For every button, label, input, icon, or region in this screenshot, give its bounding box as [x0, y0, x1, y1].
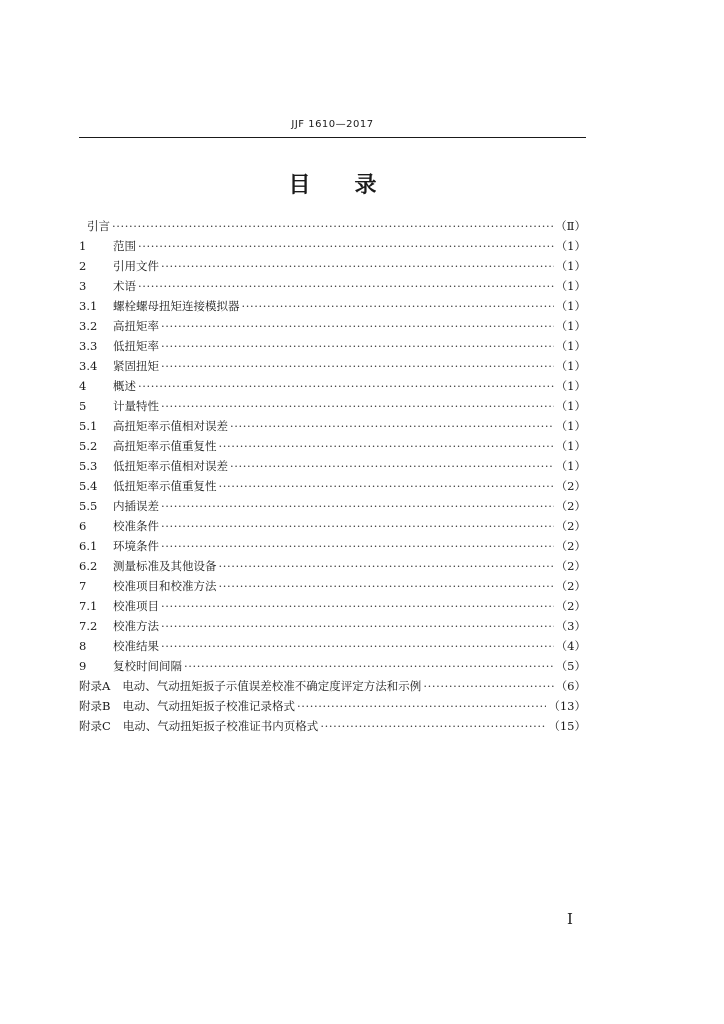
toc-entry-page: （2） [555, 499, 586, 513]
toc-entry-title: 环境条件 [113, 539, 159, 553]
toc-entry-number: 5.5 [79, 499, 98, 513]
toc-entry-page: （1） [555, 439, 586, 453]
toc-entry-page: （1） [555, 459, 586, 473]
toc-entry-number: 7.2 [79, 619, 98, 633]
toc-entry [79, 336, 586, 356]
toc-entry-title: 低扭矩率示值相对误差 [113, 459, 228, 473]
toc-entry [79, 256, 586, 276]
toc-entry-page: （6） [555, 679, 586, 693]
toc-entry-title: 低扭矩率 [113, 339, 159, 353]
toc-leader-dots [161, 496, 554, 516]
toc-entry-number: 3.1 [79, 299, 98, 313]
page-number: Ⅰ [567, 910, 573, 928]
toc-entry-title: 电动、气动扭矩扳子校准证书内页格式 [122, 719, 319, 733]
page-title: 目 录 [288, 173, 377, 198]
toc-entry-number: 5.4 [79, 479, 98, 493]
toc-entry-title: 高扭矩率示值相对误差 [113, 419, 228, 433]
toc-entry-page: （1） [555, 239, 586, 253]
toc-entry [79, 356, 586, 376]
toc-leader-dots [219, 476, 554, 496]
toc-entry [79, 696, 586, 716]
toc-entry-page: （1） [555, 279, 586, 293]
toc-entry-page: （1） [555, 319, 586, 333]
toc-entry-page: （Ⅱ） [555, 219, 586, 233]
toc-entry-title: 引用文件 [113, 259, 159, 273]
toc-leader-dots [112, 216, 553, 236]
toc-entry-number: 3 [79, 279, 87, 293]
toc-entry-number: 3.3 [79, 339, 98, 353]
toc-entry-number: 1 [79, 239, 87, 253]
toc-entry-page: （2） [555, 539, 586, 553]
toc-entry-title: 复校时间间隔 [113, 659, 182, 673]
toc-entry-title: 校准条件 [113, 519, 159, 533]
toc-entry-title: 范围 [113, 239, 136, 253]
toc-entry-page: （1） [555, 399, 586, 413]
toc-entry-title: 螺栓螺母扭矩连接模拟器 [113, 299, 240, 313]
toc-entry-title: 概述 [113, 379, 136, 393]
toc-entry-number: 4 [79, 379, 87, 393]
toc-entry-number: 6.1 [79, 539, 98, 553]
toc-entry [79, 556, 586, 576]
toc-entry [79, 416, 586, 436]
document-code-header: JJF 1610—2017 [291, 119, 374, 130]
toc-entry [79, 456, 586, 476]
toc-entry-title: 内插误差 [113, 499, 159, 513]
toc-leader-dots [161, 536, 554, 556]
toc-entry-page: （4） [555, 639, 586, 653]
toc-leader-dots [161, 516, 554, 536]
toc-entry [79, 676, 586, 696]
toc-entry-number: 3.4 [79, 359, 98, 373]
toc-entry [79, 716, 586, 736]
toc-entry-number: 5.1 [79, 419, 98, 433]
toc-entry [79, 516, 586, 536]
toc-entry-title: 校准结果 [113, 639, 159, 653]
toc-entry-number: 8 [79, 639, 87, 653]
toc-entry-title: 电动、气动扭矩扳子示值误差校准不确定度评定方法和示例 [122, 679, 422, 693]
toc-entry [79, 496, 586, 516]
toc-entry-page: （2） [555, 559, 586, 573]
toc-entry-page: （2） [555, 479, 586, 493]
header-rule [79, 137, 586, 138]
toc-entry-number: 3.2 [79, 319, 98, 333]
toc-entry [79, 476, 586, 496]
toc-leader-dots [297, 696, 546, 716]
toc-entry-title: 校准方法 [113, 619, 159, 633]
toc-leader-dots [219, 576, 554, 596]
toc-leader-dots [184, 656, 554, 676]
toc-entry-number: 附录C [79, 719, 111, 733]
toc-leader-dots [423, 676, 553, 696]
toc-entry-number: 7 [79, 579, 87, 593]
toc-entry-number: 附录B [79, 699, 111, 713]
toc-entry-number: 6.2 [79, 559, 98, 573]
toc-entry-number: 2 [79, 259, 87, 273]
toc-entry-number: 7.1 [79, 599, 98, 613]
toc-entry-page: （1） [555, 299, 586, 313]
toc-leader-dots [320, 716, 546, 736]
toc-entry-title: 引言 [87, 219, 110, 233]
toc-entry-title: 计量特性 [113, 399, 159, 413]
toc-entry-number: 5 [79, 399, 87, 413]
toc-entry-page: （2） [555, 519, 586, 533]
toc-entry-title: 高扭矩率示值重复性 [113, 439, 217, 453]
toc-entry-number: 5.2 [79, 439, 98, 453]
toc-entry-page: （1） [555, 359, 586, 373]
toc-leader-dots [230, 416, 554, 436]
toc-entry-page: （1） [555, 379, 586, 393]
toc-entry [79, 436, 586, 456]
toc-entry-number: 9 [79, 659, 87, 673]
toc-entry [79, 536, 586, 556]
toc-leader-dots [161, 616, 554, 636]
toc-leader-dots [138, 276, 554, 296]
toc-entry-number: 附录A [79, 679, 111, 693]
toc-entry-page: （1） [555, 419, 586, 433]
toc-leader-dots [161, 336, 554, 356]
toc-entry [79, 276, 586, 296]
toc-entry [79, 576, 586, 596]
toc-leader-dots [219, 556, 554, 576]
toc-leader-dots [230, 456, 554, 476]
toc-leader-dots [161, 636, 554, 656]
toc-entry-number: 6 [79, 519, 87, 533]
toc-entry [79, 636, 586, 656]
toc-leader-dots [161, 356, 554, 376]
toc-entry-title: 电动、气动扭矩扳子校准记录格式 [122, 699, 295, 713]
table-of-contents [79, 216, 586, 736]
toc-entry-page: （1） [555, 339, 586, 353]
toc-entry [79, 296, 586, 316]
toc-entry [79, 596, 586, 616]
toc-leader-dots [242, 296, 554, 316]
toc-entry-title: 校准项目和校准方法 [113, 579, 217, 593]
toc-entry-title: 低扭矩率示值重复性 [113, 479, 217, 493]
toc-leader-dots [138, 236, 554, 256]
toc-entry [79, 236, 586, 256]
toc-entry-page: （2） [555, 599, 586, 613]
toc-leader-dots [161, 396, 554, 416]
toc-entry-title: 校准项目 [113, 599, 159, 613]
toc-entry-title: 紧固扭矩 [113, 359, 159, 373]
toc-leader-dots [161, 256, 554, 276]
toc-entry [79, 656, 586, 676]
toc-entry-page: （2） [555, 579, 586, 593]
toc-entry-page: （15） [548, 719, 586, 733]
toc-entry [79, 396, 586, 416]
toc-leader-dots [219, 436, 554, 456]
toc-entry-page: （13） [548, 699, 586, 713]
toc-entry-title: 高扭矩率 [113, 319, 159, 333]
toc-entry-page: （1） [555, 259, 586, 273]
toc-entry [79, 316, 586, 336]
toc-entry [79, 376, 586, 396]
toc-leader-dots [138, 376, 554, 396]
toc-entry [79, 616, 586, 636]
toc-leader-dots [161, 596, 554, 616]
toc-entry-number: 5.3 [79, 459, 98, 473]
toc-entry-page: （3） [555, 619, 586, 633]
toc-entry-page: （5） [555, 659, 586, 673]
toc-entry-title: 测量标准及其他设备 [113, 559, 217, 573]
toc-entry [79, 216, 586, 236]
toc-leader-dots [161, 316, 554, 336]
toc-entry-title: 术语 [113, 279, 136, 293]
